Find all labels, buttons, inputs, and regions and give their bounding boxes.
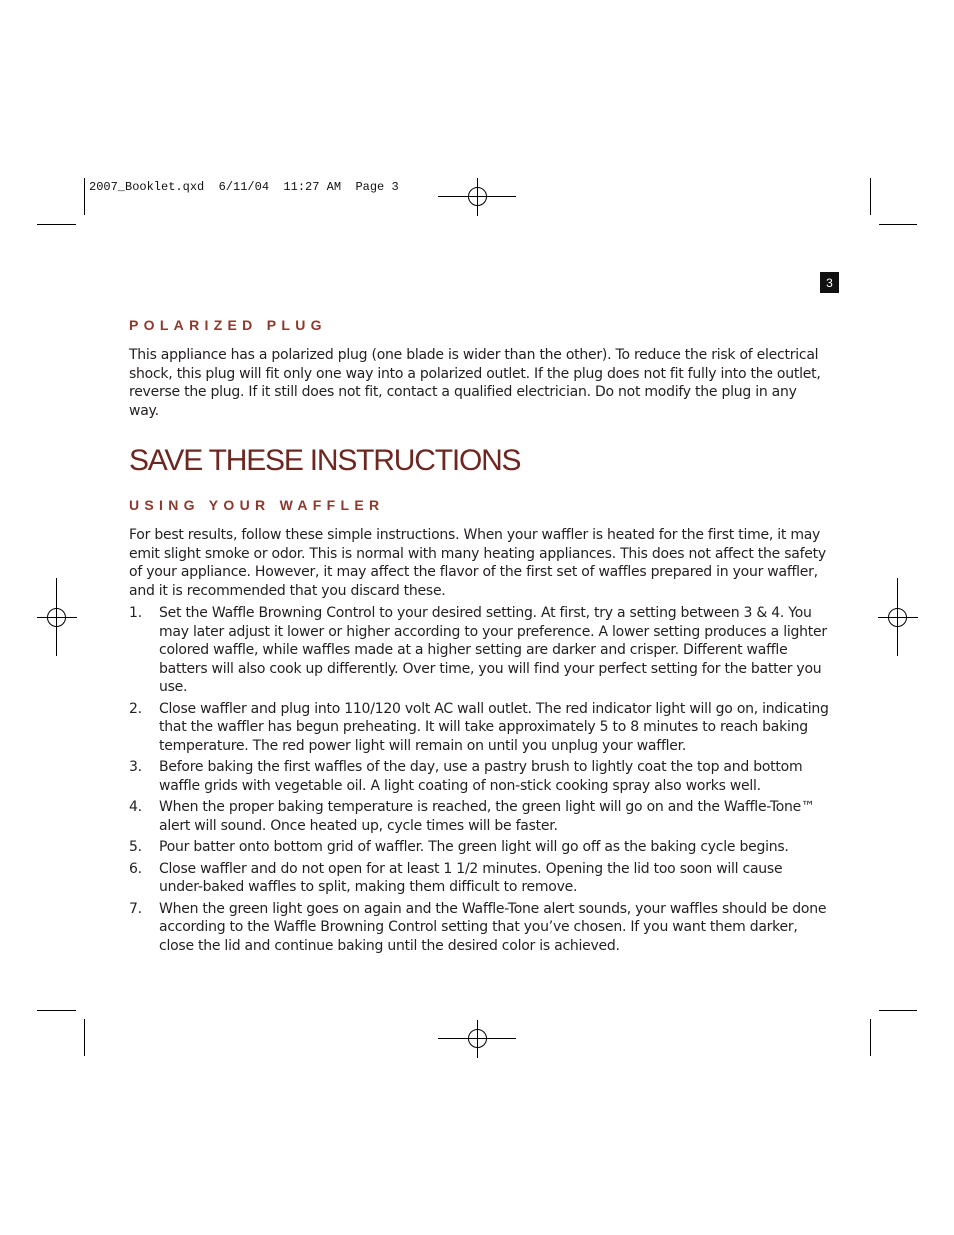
crop-mark-bottom-left-vertical bbox=[84, 1019, 85, 1056]
list-item bbox=[129, 758, 829, 795]
crop-mark-bottom-left-horizontal bbox=[37, 1010, 76, 1011]
step-number: 2. bbox=[129, 700, 142, 717]
instruction-steps-list bbox=[129, 604, 829, 955]
step-text: Close waffler and do not open for at least 1 1/2 minutes. Opening the lid too soon will cause under-baked waffles to split, making them difficult to remove. bbox=[159, 860, 783, 895]
registration-mark-left-icon bbox=[37, 578, 77, 656]
page-number-badge: 3 bbox=[820, 272, 839, 293]
list-item bbox=[129, 700, 829, 756]
step-text: When the green light goes on again and the Waffle-Tone alert sounds, your waffles should be done according to the Waffle Browning Control setting that you’ve chosen. If you want them darker, close the lid and continue baking until the desired color is achieved. bbox=[159, 900, 827, 954]
crop-mark-top-left-vertical bbox=[84, 178, 85, 215]
step-text: Pour batter onto bottom grid of waffler. The green light will go off as the baking cycle begins. bbox=[159, 839, 789, 855]
step-text: Close waffler and plug into 110/120 volt AC wall outlet. The red indicator light will go on, indicating that the waffler has begun preheating. It will take approximately 5 to 8 minutes to reach baking temperature. The red power light will remain on until you unplug your waffler. bbox=[159, 700, 829, 754]
step-number: 7. bbox=[129, 900, 142, 917]
page-content bbox=[129, 316, 829, 958]
registration-mark-bottom-icon bbox=[438, 1020, 516, 1058]
list-item bbox=[129, 838, 829, 857]
step-number: 6. bbox=[129, 860, 142, 877]
step-number: 1. bbox=[129, 605, 142, 621]
section-heading-using-your-waffler: USING YOUR WAFFLER bbox=[129, 497, 385, 513]
registration-mark-right-icon bbox=[878, 578, 918, 656]
list-item bbox=[129, 860, 829, 897]
list-item bbox=[129, 900, 829, 956]
section-heading-polarized-plug: POLARIZED PLUG bbox=[129, 317, 327, 333]
print-slug: 2007_Booklet.qxd 6/11/04 11:27 AM Page 3 bbox=[89, 180, 399, 194]
crop-mark-top-right-horizontal bbox=[879, 224, 917, 225]
crop-mark-top-left-horizontal bbox=[37, 224, 76, 225]
step-text: When the proper baking temperature is reached, the green light will go on and the Waffle-Tone™ alert will sound. Once heated up, cycle times will be faster. bbox=[159, 799, 815, 834]
step-text: Set the Waffle Browning Control to your desired setting. At first, try a setting between 3 & 4. You may later adjust it lower or higher according to your preference. A lower setting produces a lighter colored waffle, while waffles made at a higher setting are darker and crisper. Different waffle batters will also cook up differently. Over time, you will find your perfect setting for the batter you use. bbox=[159, 605, 827, 695]
list-item bbox=[129, 798, 829, 835]
list-item bbox=[129, 604, 829, 697]
step-number: 5. bbox=[129, 839, 142, 855]
crop-mark-bottom-right-horizontal bbox=[879, 1010, 917, 1011]
step-number: 4. bbox=[129, 799, 142, 815]
step-number: 3. bbox=[129, 759, 142, 775]
registration-mark-top-icon bbox=[438, 178, 516, 216]
using-waffler-intro: For best results, follow these simple instructions. When your waffler is heated for the first time, it may emit slight smoke or odor. This is normal with many heating appliances. This does not affect the safety of your appliance. However, it may affect the flavor of the first set of waffles prepared in your waffler, and it is recommended that you discard these. bbox=[129, 527, 826, 599]
step-text: Before baking the first waffles of the day, use a pastry brush to lightly coat the top and bottom waffle grids with vegetable oil. A light coating of non-stick cooking spray also works well. bbox=[159, 759, 803, 794]
polarized-plug-paragraph: This appliance has a polarized plug (one blade is wider than the other). To reduce the risk of electrical shock, this plug will fit only one way into a polarized outlet. If the plug does not fit fully into the outlet, reverse the plug. If it still does not fit, contact a qualified electrician. Do not modify the plug in any way. bbox=[129, 347, 821, 419]
crop-mark-bottom-right-vertical bbox=[870, 1019, 871, 1056]
crop-mark-top-right-vertical bbox=[870, 178, 871, 215]
page-title: SAVE THESE INSTRUCTIONS bbox=[129, 444, 521, 477]
